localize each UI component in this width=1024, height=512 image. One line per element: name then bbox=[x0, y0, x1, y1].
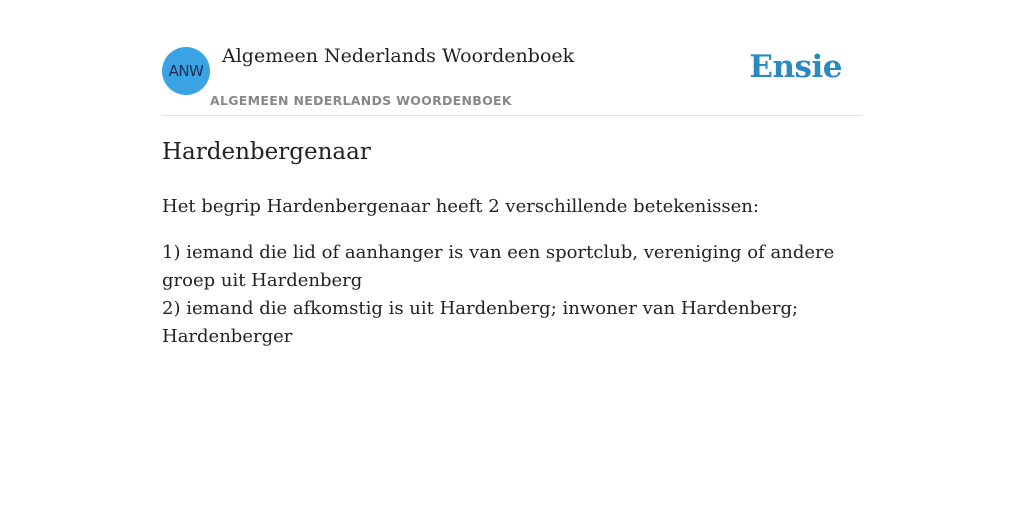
meanings-list bbox=[162, 239, 862, 351]
intro-text: Het begrip Hardenbergenaar heeft 2 verschillende betekenissen: bbox=[162, 196, 759, 217]
page-container bbox=[162, 0, 862, 512]
logo-text: ANW bbox=[168, 62, 204, 80]
ensie-brand-logo[interactable]: Ensie bbox=[749, 49, 842, 85]
site-title[interactable]: Algemeen Nederlands Woordenboek bbox=[222, 45, 575, 67]
meaning-item: 1) iemand die lid of aanhanger is van een sportclub, vereniging of andere groep uit Hardenberg bbox=[162, 242, 835, 291]
page-title: Hardenbergenaar bbox=[162, 139, 371, 165]
header bbox=[162, 0, 862, 116]
meaning-item: 2) iemand die afkomstig is uit Hardenberg; inwoner van Hardenberg; Hardenberger bbox=[162, 298, 799, 347]
site-subtitle: ALGEMEEN NEDERLANDS WOORDENBOEK bbox=[210, 93, 512, 108]
anw-logo[interactable] bbox=[162, 47, 210, 95]
